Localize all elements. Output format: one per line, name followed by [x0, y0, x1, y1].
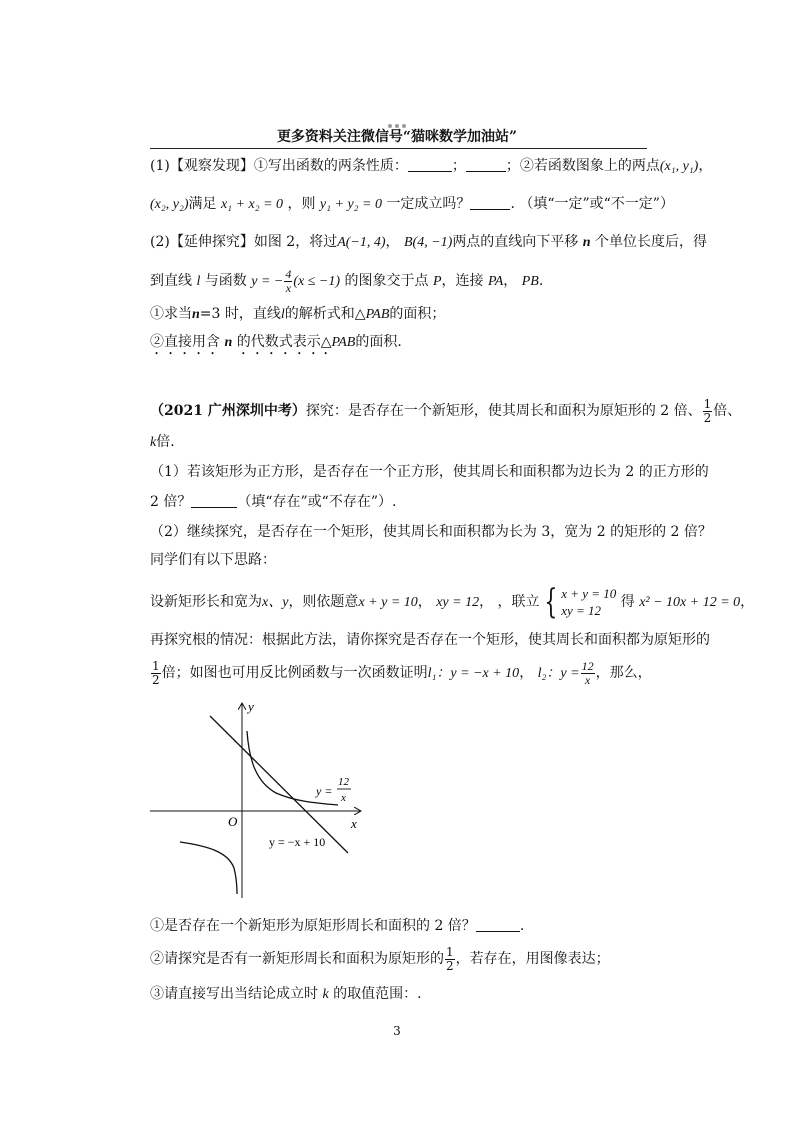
curve-label-den: x [341, 792, 346, 804]
equation-system: x + y = 10 xy = 12 [561, 586, 617, 618]
origin-label: O [228, 814, 238, 829]
p2-roots-b: $\frac{1}{2}$ 倍；如图也可用反比例函数与一次函数证明l₁：y = −x + 10， l₂：y = $\frac{12}{x}$ ，那么， [152, 658, 652, 687]
answer-blank [408, 157, 452, 172]
page-number: 3 [393, 1024, 401, 1038]
header-rule [150, 148, 647, 149]
answer-blank [476, 917, 520, 932]
page-header: 更多资料关注微信号“猫咪数学加油站” [276, 129, 518, 145]
p2-q2: （2）继续探究，是否存在一个矩形，使其周长和面积都为长为 3，宽为 2 的矩形的 2 倍？ [150, 524, 712, 540]
p2-intro: （2021 广州深圳中考）探究：是否存在一个新矩形，使其周长和面积为原矩形的 2 倍、 $\frac{1}{2}$ 倍、 [150, 396, 742, 425]
p2-q1: （1）若该矩形为正方形，是否存在一个正方形，使其周长和面积都为边长为 2 的正方形的 [150, 464, 709, 480]
fraction-half: $\frac{1}{2}$ [446, 944, 454, 973]
p2-setup: 设新矩形长和宽为x、y，则依题意x + y = 10， xy = 12， ，联立 { x + y = 10 xy = 12 得 x² − 10x + 12 = 0， [150, 582, 755, 622]
p1-line-4: 到直线 l 与函数 y = − $\frac{4}{x}$ (x ≤ −1) 的图象交于点 P，连接 PA， PB. [150, 266, 544, 295]
answer-blank [470, 195, 510, 210]
p1-sub-2: ②直接用含 n 的代数式表示△PAB的面积. [150, 334, 402, 350]
p1-line-1: (1)【观察发现】①写出函数的两条性质： ； ；②若函数图象上的两点(x₁, y₁)， [150, 158, 713, 174]
curve-label-num: 12 [338, 776, 349, 788]
p2-ask-2: ②请探究是否有一新矩形周长和面积为原矩形的 $\frac{1}{2}$ ，若存在，用图像表达； [150, 944, 610, 973]
p1-line-3: (2)【延伸探究】如图 2，将过A(−1, 4)， B(4, −1)两点的直线向下平移 n 个单位长度后，得 [150, 234, 708, 250]
p2-roots: 再探究根的情况：根据此方法，请你探究是否存在一个矩形，使其周长和面积都为原矩形的 [150, 632, 710, 648]
p2-intro-2: k倍. [150, 434, 175, 450]
fraction-4-over-x: $\frac{4}{x}$ [285, 266, 292, 295]
function-graph [148, 700, 368, 900]
fraction-half: $\frac{1}{2}$ [152, 658, 160, 687]
line-label: y = −x + 10 [269, 835, 326, 849]
x-axis-label: x [351, 816, 357, 831]
hyperbola-branch-lower [180, 842, 237, 894]
p2-ask-3: ③请直接写出当结论成立时 k 的取值范围：. [150, 986, 422, 1002]
source-tag: （2021 广州深圳中考） [150, 403, 306, 419]
fraction-half: $\frac{1}{2}$ [703, 396, 712, 425]
brace: { [543, 582, 557, 622]
p2-q1-b: 2 倍？ （填“存在”或“不存在”）. [150, 494, 397, 510]
answer-blank [466, 157, 506, 172]
p1-sub-1: ①求当n=3 时，直线l的解析式和△PAB的面积； [150, 306, 446, 322]
curve-label: y = [316, 784, 333, 798]
p1-line-2: (x₂, y₂)满足 x₁ + x₂ = 0 ，则 y₁ + y₂ = 0 一定成立吗？ . （填“一定”或“不一定”） [150, 196, 674, 212]
p2-ask-1: ①是否存在一个新矩形为原矩形周长和面积的 2 倍？ . [150, 918, 525, 934]
y-axis-label: y [248, 700, 254, 714]
p2-q2-b: 同学们有以下思路： [150, 552, 276, 568]
answer-blank [191, 493, 237, 508]
fraction-12-over-x: $\frac{12}{x}$ [581, 658, 594, 687]
